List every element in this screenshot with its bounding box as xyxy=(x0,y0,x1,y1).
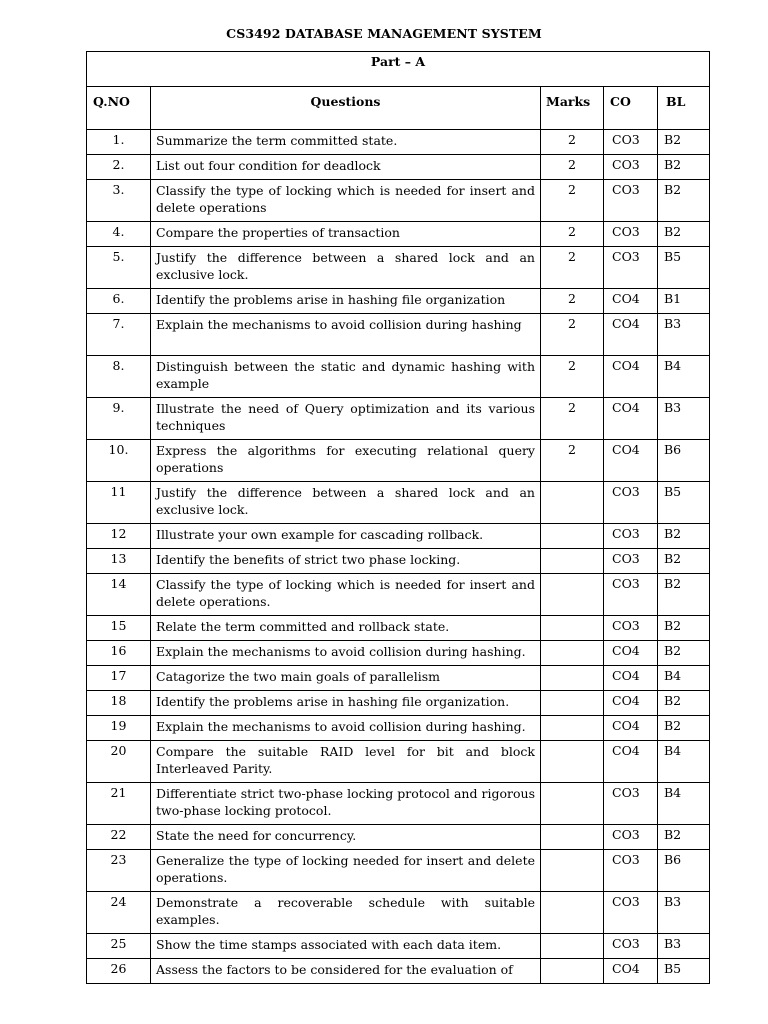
question-bl: B2 xyxy=(658,641,710,666)
table-row xyxy=(87,130,710,155)
question-number: 18 xyxy=(87,691,151,716)
question-bl: B4 xyxy=(658,356,710,398)
question-marks xyxy=(541,959,604,984)
question-marks: 2 xyxy=(541,314,604,356)
question-text: Express the algorithms for executing relational query operations xyxy=(151,440,541,482)
table-row xyxy=(87,180,710,222)
question-co: CO4 xyxy=(604,314,658,356)
question-marks: 2 xyxy=(541,180,604,222)
header-marks: Marks xyxy=(541,87,604,130)
question-bl: B5 xyxy=(658,247,710,289)
table-row xyxy=(87,959,710,984)
question-marks xyxy=(541,482,604,524)
question-co: CO4 xyxy=(604,398,658,440)
question-number: 12 xyxy=(87,524,151,549)
question-co: CO3 xyxy=(604,616,658,641)
question-text: Assess the factors to be considered for the evaluation of xyxy=(151,959,541,984)
question-text: Illustrate your own example for cascading rollback. xyxy=(151,524,541,549)
question-text: Identify the benefits of strict two phase locking. xyxy=(151,549,541,574)
question-number: 15 xyxy=(87,616,151,641)
question-marks: 2 xyxy=(541,130,604,155)
question-bl: B2 xyxy=(658,716,710,741)
question-text: Identify the problems arise in hashing file organization xyxy=(151,289,541,314)
table-row xyxy=(87,289,710,314)
header-bl: BL xyxy=(658,87,710,130)
question-bl: B2 xyxy=(658,549,710,574)
question-bl: B2 xyxy=(658,524,710,549)
question-number: 26 xyxy=(87,959,151,984)
question-number: 16 xyxy=(87,641,151,666)
question-number: 25 xyxy=(87,934,151,959)
question-text: Explain the mechanisms to avoid collision during hashing xyxy=(151,314,541,356)
question-number: 13 xyxy=(87,549,151,574)
question-number: 23 xyxy=(87,850,151,892)
question-marks xyxy=(541,666,604,691)
question-text: Explain the mechanisms to avoid collision during hashing. xyxy=(151,641,541,666)
question-marks: 2 xyxy=(541,440,604,482)
question-text: Relate the term committed and rollback state. xyxy=(151,616,541,641)
question-bl: B2 xyxy=(658,130,710,155)
question-marks xyxy=(541,616,604,641)
question-marks xyxy=(541,934,604,959)
question-co: CO4 xyxy=(604,741,658,783)
question-bl: B2 xyxy=(658,574,710,616)
header-co: CO xyxy=(604,87,658,130)
question-bl: B2 xyxy=(658,616,710,641)
question-marks: 2 xyxy=(541,155,604,180)
question-number: 1. xyxy=(87,130,151,155)
question-bl: B3 xyxy=(658,934,710,959)
table-row xyxy=(87,524,710,549)
header-questions: Questions xyxy=(151,87,541,130)
question-bl: B1 xyxy=(658,289,710,314)
question-co: CO4 xyxy=(604,289,658,314)
question-rows xyxy=(87,130,710,984)
question-number: 5. xyxy=(87,247,151,289)
question-co: CO3 xyxy=(604,850,658,892)
table-row xyxy=(87,155,710,180)
question-marks xyxy=(541,783,604,825)
table-row xyxy=(87,398,710,440)
question-marks xyxy=(541,741,604,783)
table-row xyxy=(87,850,710,892)
question-text: Show the time stamps associated with each data item. xyxy=(151,934,541,959)
table-row xyxy=(87,482,710,524)
header-qno: Q.NO xyxy=(87,87,151,130)
question-co: CO3 xyxy=(604,825,658,850)
question-bl: B4 xyxy=(658,741,710,783)
question-marks xyxy=(541,524,604,549)
table-row xyxy=(87,247,710,289)
table-row xyxy=(87,574,710,616)
table-row xyxy=(87,356,710,398)
question-text: List out four condition for deadlock xyxy=(151,155,541,180)
question-marks xyxy=(541,825,604,850)
question-co: CO4 xyxy=(604,356,658,398)
question-text: Compare the properties of transaction xyxy=(151,222,541,247)
question-number: 11 xyxy=(87,482,151,524)
question-text: Classify the type of locking which is needed for insert and delete operations xyxy=(151,180,541,222)
question-bl: B4 xyxy=(658,666,710,691)
table-row xyxy=(87,440,710,482)
question-co: CO3 xyxy=(604,155,658,180)
question-marks xyxy=(541,574,604,616)
question-co: CO3 xyxy=(604,524,658,549)
table-row xyxy=(87,549,710,574)
question-marks: 2 xyxy=(541,356,604,398)
question-number: 17 xyxy=(87,666,151,691)
question-text: Identify the problems arise in hashing file organization. xyxy=(151,691,541,716)
question-co: CO3 xyxy=(604,934,658,959)
question-co: CO3 xyxy=(604,130,658,155)
question-marks xyxy=(541,892,604,934)
question-number: 6. xyxy=(87,289,151,314)
question-marks: 2 xyxy=(541,398,604,440)
question-number: 14 xyxy=(87,574,151,616)
question-co: CO3 xyxy=(604,482,658,524)
question-number: 3. xyxy=(87,180,151,222)
question-bl: B6 xyxy=(658,440,710,482)
question-marks xyxy=(541,549,604,574)
question-bl: B2 xyxy=(658,691,710,716)
document-title: CS3492 DATABASE MANAGEMENT SYSTEM xyxy=(226,26,542,41)
question-bl: B2 xyxy=(658,155,710,180)
question-number: 20 xyxy=(87,741,151,783)
question-text: Generalize the type of locking needed for insert and delete operations. xyxy=(151,850,541,892)
question-bl: B3 xyxy=(658,892,710,934)
table-row xyxy=(87,741,710,783)
question-text: Catagorize the two main goals of parallelism xyxy=(151,666,541,691)
table-row xyxy=(87,892,710,934)
question-co: CO3 xyxy=(604,574,658,616)
question-bl: B5 xyxy=(658,959,710,984)
question-co: CO3 xyxy=(604,180,658,222)
question-co: CO3 xyxy=(604,222,658,247)
question-marks xyxy=(541,850,604,892)
question-bl: B4 xyxy=(658,783,710,825)
question-text: Justify the difference between a shared lock and an exclusive lock. xyxy=(151,247,541,289)
question-text: Compare the suitable RAID level for bit and block Interleaved Parity. xyxy=(151,741,541,783)
table-row xyxy=(87,616,710,641)
question-bl: B6 xyxy=(658,850,710,892)
question-co: CO4 xyxy=(604,440,658,482)
question-number: 2. xyxy=(87,155,151,180)
question-text: Illustrate the need of Query optimization and its various techniques xyxy=(151,398,541,440)
question-table xyxy=(86,51,710,984)
question-number: 21 xyxy=(87,783,151,825)
question-text: Justify the difference between a shared lock and an exclusive lock. xyxy=(151,482,541,524)
question-marks xyxy=(541,641,604,666)
question-number: 24 xyxy=(87,892,151,934)
question-number: 8. xyxy=(87,356,151,398)
question-bl: B3 xyxy=(658,398,710,440)
question-co: CO4 xyxy=(604,691,658,716)
question-text: Summarize the term committed state. xyxy=(151,130,541,155)
question-text: Differentiate strict two-phase locking protocol and rigorous two-phase locking protocol. xyxy=(151,783,541,825)
question-number: 4. xyxy=(87,222,151,247)
table-row xyxy=(87,641,710,666)
question-bl: B5 xyxy=(658,482,710,524)
question-text: Explain the mechanisms to avoid collision during hashing. xyxy=(151,716,541,741)
question-co: CO4 xyxy=(604,959,658,984)
question-co: CO4 xyxy=(604,641,658,666)
table-row xyxy=(87,934,710,959)
question-number: 10. xyxy=(87,440,151,482)
question-bl: B2 xyxy=(658,180,710,222)
question-text: Demonstrate a recoverable schedule with suitable examples. xyxy=(151,892,541,934)
question-co: CO3 xyxy=(604,892,658,934)
question-marks: 2 xyxy=(541,247,604,289)
question-bl: B2 xyxy=(658,222,710,247)
table-header-row xyxy=(87,87,710,130)
table-row xyxy=(87,825,710,850)
question-marks xyxy=(541,691,604,716)
question-bl: B3 xyxy=(658,314,710,356)
question-co: CO4 xyxy=(604,666,658,691)
question-number: 7. xyxy=(87,314,151,356)
table-row xyxy=(87,783,710,825)
part-heading: Part – A xyxy=(87,52,710,87)
question-bl: B2 xyxy=(658,825,710,850)
question-number: 22 xyxy=(87,825,151,850)
table-row xyxy=(87,222,710,247)
question-number: 9. xyxy=(87,398,151,440)
question-co: CO3 xyxy=(604,549,658,574)
question-marks xyxy=(541,716,604,741)
question-text: Classify the type of locking which is needed for insert and delete operations. xyxy=(151,574,541,616)
question-co: CO3 xyxy=(604,247,658,289)
table-row xyxy=(87,314,710,356)
question-co: CO3 xyxy=(604,783,658,825)
table-row xyxy=(87,691,710,716)
table-row xyxy=(87,716,710,741)
question-text: Distinguish between the static and dynamic hashing with example xyxy=(151,356,541,398)
table-row xyxy=(87,666,710,691)
question-marks: 2 xyxy=(541,222,604,247)
question-marks: 2 xyxy=(541,289,604,314)
question-text: State the need for concurrency. xyxy=(151,825,541,850)
question-number: 19 xyxy=(87,716,151,741)
question-co: CO4 xyxy=(604,716,658,741)
